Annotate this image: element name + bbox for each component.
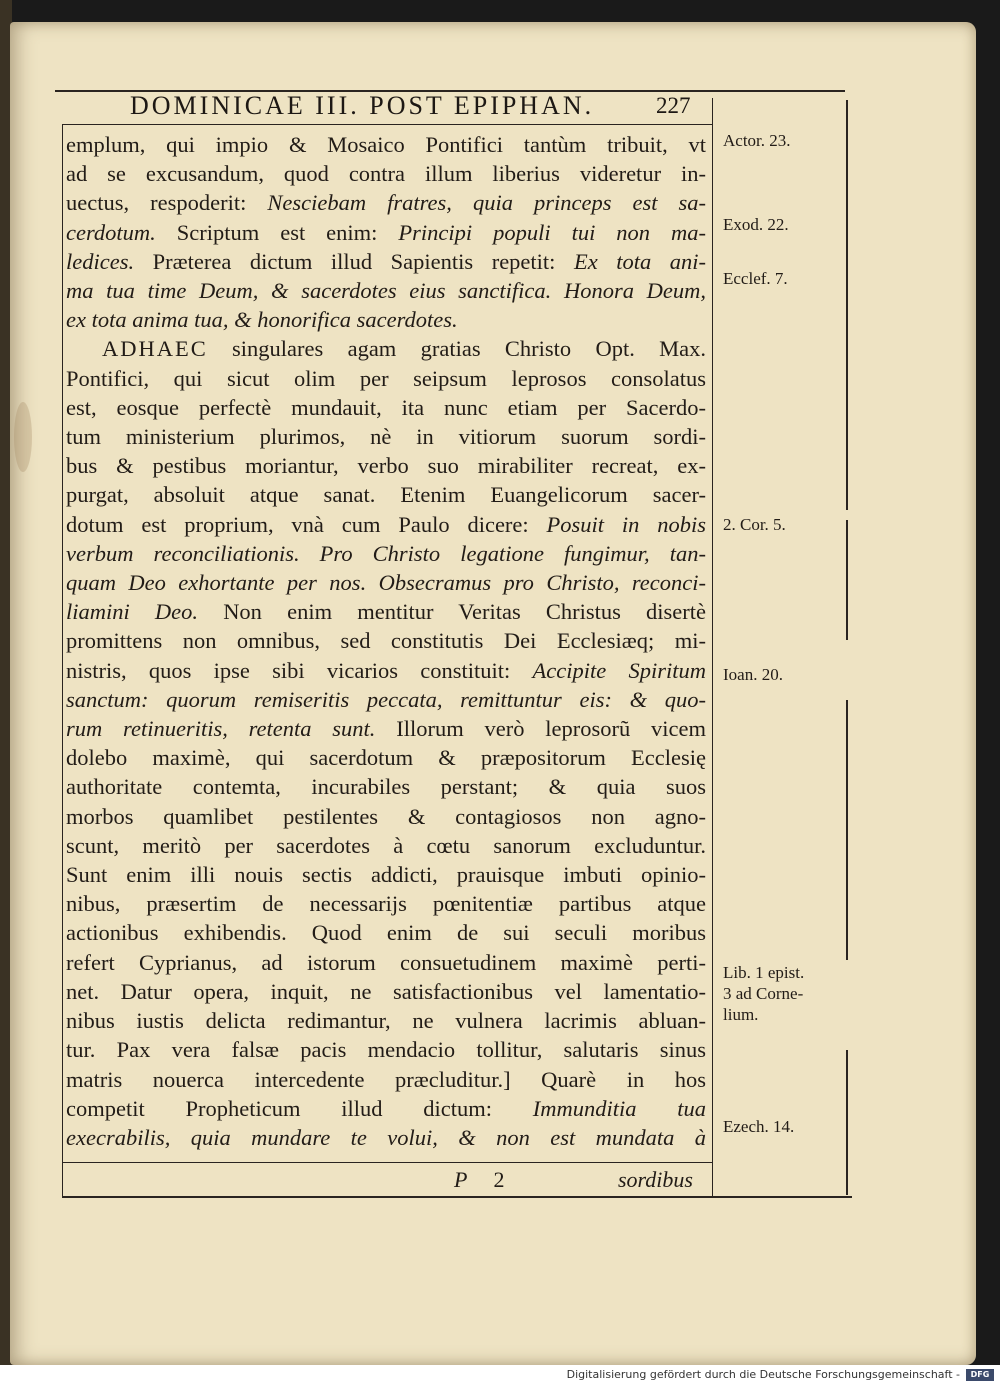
marginal-note-ezech: Ezech. 14. [723,1117,795,1136]
italic-segment: Posuit in nobis [546,511,706,537]
text-line: actionibus exhibendis. Quod enim de sui seculi moribus [66,920,706,946]
text-line: emplum, qui impio & Mosaico Pontifici tantùm tribuit, vt [66,132,706,157]
italic-segment: ledices. [66,248,153,274]
text-line: purgat, absoluit atque sanat. Etenim Euangelicorum sacer- [66,482,706,508]
digitization-notice: Digitalisierung gefördert durch die Deutsche Forschungsgemeinschaft - [566,1368,960,1381]
text-line: tur. Pax vera falsæ pacis mendacio tollitur, salutaris sinus [66,1037,706,1063]
frame-left-rule [62,124,63,1197]
roman-segment: Præterea dictum illud Sapientis repetit: [152,248,574,274]
marginal-note-ioan: Ioan. 20. [723,665,783,684]
italic-segment: Immunditia tua [532,1095,706,1121]
text-line [66,188,706,217]
roman-segment: Illorum verò leprosorũ vicem [396,716,706,742]
marginal-note-eccles: Ecclef. 7. [723,269,788,288]
running-head: DOMINICAE III. POST EPIPHAN. [130,91,595,120]
italic-segment: rum retinueritis, retenta sunt. [66,716,397,742]
text-line: ad se excusandum, quod contra illum liberius videretur in- [66,161,706,187]
roman-segment: Scriptum est enim: [176,219,399,245]
text-line: promittens non omnibus, sed constitutis Dei Ecclesiæq; mi- [66,628,706,654]
italic-segment: cerdotum. [66,219,177,245]
text-line [66,247,706,276]
text-line: Sunt enim illi nouis sectis addicti, prauisque imbuti opinio- [66,862,706,888]
catchword: sordibus [618,1167,693,1192]
text-line [66,714,706,743]
digitization-bar [0,1365,1000,1385]
text-line: Pontifici, qui sicut olim per seipsum leprosos consolatus [66,365,706,391]
italic-segment: Principi populi tui non ma- [398,219,706,245]
frame-bottom-rule [62,1162,712,1163]
marginal-note-exod: Exod. 22. [723,215,789,234]
text-line: refert Cyprianus, ad istorum consuetudinem maximè perti- [66,949,706,975]
dfg-logo: DFG [966,1369,994,1381]
text-line [66,510,706,539]
signature-letter: P [454,1167,468,1192]
margin-brace [846,520,848,640]
signature-mark [454,1167,504,1193]
text-line: verbum reconciliationis. Pro Christo legatione fungimur, tan- [66,540,706,566]
text-line [66,1094,706,1123]
text-line: matris nouerca intercedente præcluditur.] Quarè in hos [66,1066,706,1092]
frame-margin-rule [712,98,713,1196]
italic-segment: liamini Deo. [66,599,224,625]
text-line [66,334,706,363]
header-rule [62,124,712,125]
text-line: net. Datur opera, inquit, ne satisfactionibus vel lamentatio- [66,978,706,1004]
text-line [66,597,706,626]
text-line: morbos quamlibet pestilentes & contagiosos non agno- [66,803,706,829]
frame-foot-rule [62,1196,852,1198]
marginal-note-lib: Lib. 1 epist. 3 ad Corne- lium. [723,963,805,1024]
body-text [66,130,706,1152]
text-line: ma tua time Deum, & sacerdotes eius sanctifica. Honora Deum, [66,278,706,304]
margin-brace [846,100,848,510]
page-stain [14,402,32,472]
roman-segment: nistris, quos ipse sibi vicarios constituit: [66,657,533,683]
text-line: dolebo maximè, qui sacerdotum & præpositorum Ecclesię [66,745,706,771]
marginal-note-cor: 2. Cor. 5. [723,515,786,534]
roman-segment: competit Propheticum illud dictum: [66,1095,533,1121]
roman-segment: uectus, respoderit: [66,190,268,216]
margin-brace [846,700,848,960]
text-line: nibus, præsertim de necessarijs pœnitentiæ partibus atque [66,891,706,917]
italic-segment: Ex tota ani- [573,248,706,274]
text-line: sanctum: quorum remiseritis peccata, remittuntur eis: & quo- [66,686,706,712]
text-line: est, eosque perfectè mundauit, ita nunc etiam per Sacerdo- [66,394,706,420]
text-line: quam Deo exhortante per nos. Obsecramus pro Christo, reconci- [66,570,706,596]
text-line: authoritate contemta, incurabiles perstant; & quia suos [66,774,706,800]
italic-segment: Accipite Spiritum [532,657,706,683]
text-line [66,218,706,247]
text-line: nibus iustis delicta redimantur, ne vulnera lacrimis abluan- [66,1008,706,1034]
roman-segment: ADHAEC [102,336,208,362]
marginal-note-actor: Actor. 23. [723,131,791,150]
roman-segment: Non enim mentitur Veritas Christus disertè [223,599,706,625]
page-number: 227 [656,93,691,118]
text-line: tum ministerium plurimos, nè in vitiorum suorum sordi- [66,424,706,450]
roman-segment: singulares agam gratias Christo Opt. Max. [207,336,706,362]
text-line: scunt, meritò per sacerdotes à cœtu sanorum excluduntur. [66,832,706,858]
text-line: bus & pestibus moriantur, verbo suo mirabiliter recreat, ex- [66,453,706,479]
margin-brace [846,1050,848,1195]
text-line: execrabilis, quia mundare te volui, & non est mundata à [66,1124,706,1150]
signature-number: 2 [493,1167,505,1192]
italic-segment: Nesciebam fratres, quia princeps est sa- [267,190,706,216]
text-line: ex tota anima tua, & honorifica sacerdotes. [66,307,458,333]
text-line [66,656,706,685]
roman-segment: dotum est proprium, vnà cum Paulo dicere: [66,511,547,537]
